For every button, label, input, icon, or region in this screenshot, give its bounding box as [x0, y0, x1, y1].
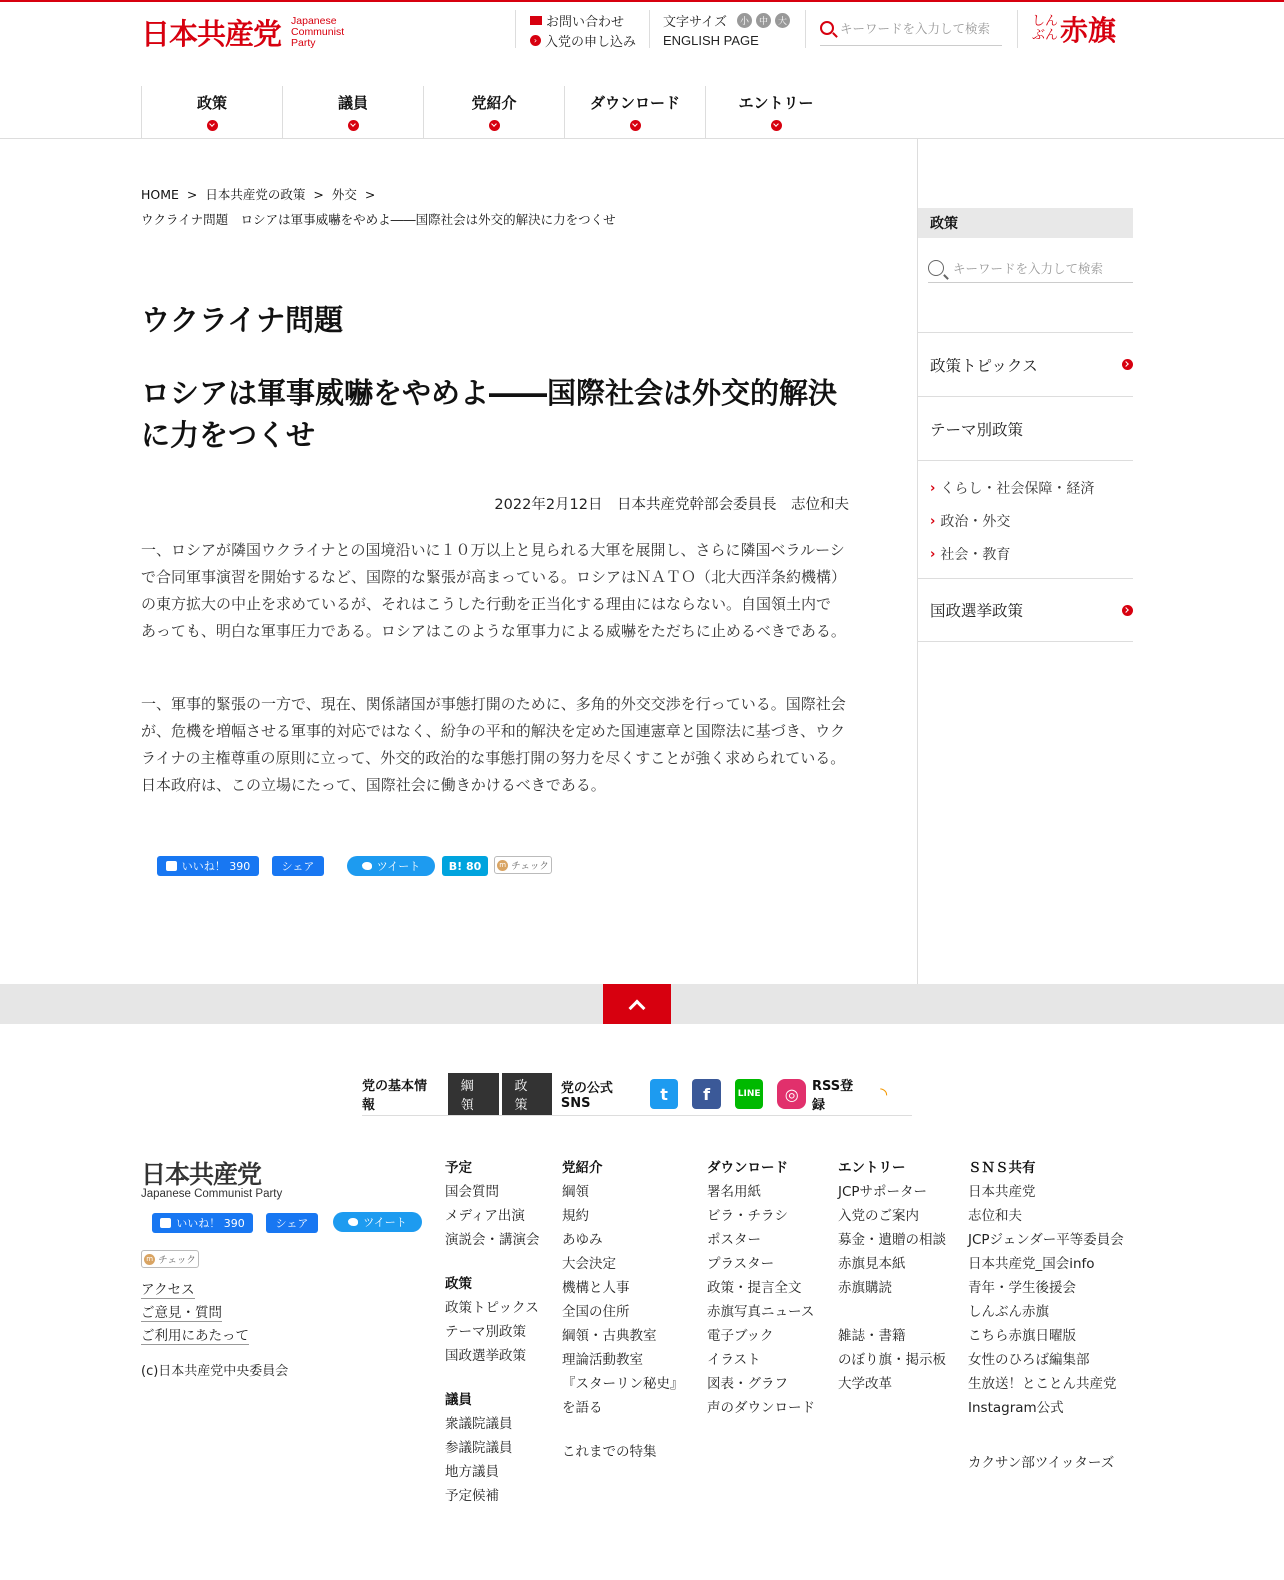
header-links: [515, 10, 636, 48]
footer-link[interactable]: これまでの特集: [562, 1444, 657, 1460]
footer-mixi-check-button[interactable]: m チェック: [141, 1250, 199, 1268]
footer-link[interactable]: ビラ・チラシ: [707, 1208, 788, 1224]
footer-link[interactable]: 演説会・講演会: [445, 1232, 540, 1248]
footer-link[interactable]: 規約: [562, 1208, 589, 1224]
chevron-right-icon: ›: [530, 35, 541, 46]
footer-link[interactable]: JCPジェンダー平等委員会: [968, 1232, 1124, 1248]
footer-col-schedule: 予定 国会質問 メディア出演 演説会・講演会 政策 政策トピックス テーマ別政策 国政選挙政策 議員 衆議院議員 参議院議員 地方議員 予定候補: [445, 1156, 540, 1508]
footer-link[interactable]: ポスター: [707, 1232, 761, 1248]
breadcrumb-current: ウクライナ問題 ロシアは軍事威嚇をやめよ――国際社会は外交的解決に力をつくせ: [141, 212, 616, 227]
footer-tweet-button[interactable]: ツイート: [333, 1212, 422, 1232]
footer-link[interactable]: 署名用紙: [707, 1184, 761, 1200]
mixi-icon: m: [497, 860, 508, 871]
footer-link[interactable]: 日本共産党_国会info: [968, 1256, 1095, 1272]
chevron-down-icon: [489, 120, 500, 131]
sidebar-sub-item-society[interactable]: › 社会・教育: [930, 546, 1011, 563]
sidebar-sub-item-life[interactable]: › くらし・社会保障・経済: [930, 480, 1095, 497]
sidebar-sub-divider: [918, 460, 1133, 461]
english-page-link[interactable]: ENGLISH PAGE: [663, 32, 759, 48]
chevron-right-icon: ›: [930, 480, 936, 496]
font-small-button[interactable]: 小: [737, 13, 752, 28]
nav-item-about[interactable]: 党紹介: [423, 86, 564, 138]
facebook-like-button[interactable]: いいね！ 390: [157, 856, 259, 876]
footer-link[interactable]: 国政選挙政策: [445, 1348, 526, 1364]
twitter-bird-icon: [348, 1218, 358, 1226]
chevron-right-icon: ›: [930, 513, 936, 529]
footer-link[interactable]: メディア出演: [445, 1208, 525, 1224]
facebook-share-button[interactable]: シェア: [272, 856, 324, 876]
footer-link[interactable]: 綱領: [562, 1184, 589, 1200]
chevron-down-icon: [771, 120, 782, 131]
font-size-control: [649, 10, 790, 48]
rss-label[interactable]: RSS登録: [811, 1079, 854, 1113]
font-large-button[interactable]: 大: [775, 13, 790, 28]
footer-link[interactable]: カクサン部ツイッターズ: [968, 1455, 1115, 1471]
footer-link[interactable]: 政策トピックス: [445, 1300, 539, 1316]
footer-share-button[interactable]: シェア: [266, 1213, 318, 1233]
footer-utility-links: [141, 1279, 249, 1348]
article-headline: ロシアは軍事威嚇をやめよ――国際社会は外交的解決に力をつくせ: [141, 376, 838, 452]
hatena-bookmark-button[interactable]: B! 80: [442, 856, 488, 876]
breadcrumb-home[interactable]: HOME: [141, 187, 179, 202]
footer-link[interactable]: 雑誌・書籍: [838, 1328, 906, 1344]
footer-link[interactable]: 『スターリン秘史』: [562, 1376, 684, 1392]
top-accent-line: [0, 0, 1284, 2]
footer-col-sns: ＳＮＳ共有 日本共産党 志位和夫 JCPジェンダー平等委員会 日本共産党_国会info 青年・学生後援会 しんぶん赤旗 こちら赤旗日曜版 女性のひろば編集部 生放送！とことん共産党 Instagram公式 カクサン部ツイッターズ: [968, 1156, 1124, 1475]
back-to-top-button[interactable]: [603, 984, 671, 1024]
sidebar-divider: [917, 138, 918, 984]
mixi-check-button[interactable]: m チェック: [494, 856, 552, 874]
sns-label: 党の公式SNS: [560, 1081, 613, 1111]
footer-link[interactable]: イラスト: [707, 1352, 761, 1368]
footer-link[interactable]: 女性のひろば編集部: [968, 1352, 1090, 1368]
footer-link[interactable]: 大学改革: [838, 1376, 892, 1392]
breadcrumb: HOME > 日本共産党の政策 > 外交 > ウクライナ問題 ロシアは軍事威嚇をやめよ――国際社会は外交的解決に力をつくせ: [141, 182, 616, 232]
footer-link[interactable]: のぼり旗・掲示板: [838, 1352, 946, 1368]
footer-logo-english: Japanese Communist Party: [141, 1188, 283, 1200]
footer-link[interactable]: プラスター: [707, 1256, 775, 1272]
chevron-down-icon: [207, 120, 218, 131]
akahata-logo[interactable]: [1017, 10, 1116, 48]
sidebar-search: [928, 254, 1133, 283]
footer-link[interactable]: あゆみ: [562, 1232, 603, 1248]
footer-link[interactable]: 日本共産党: [968, 1184, 1036, 1200]
breadcrumb-diplomacy[interactable]: 外交: [331, 187, 357, 202]
footer-link[interactable]: 青年・学生後援会: [968, 1280, 1076, 1296]
opinion-link[interactable]: ご意見・質問: [141, 1305, 222, 1321]
join-link[interactable]: › 入党の申し込み: [530, 30, 636, 50]
access-link[interactable]: アクセス: [141, 1282, 195, 1298]
footer-link[interactable]: 図表・グラフ: [707, 1376, 788, 1392]
twitter-bird-icon: [362, 862, 372, 870]
footer-link[interactable]: 衆議院議員: [445, 1416, 513, 1432]
footer-link[interactable]: 国会質問: [445, 1184, 499, 1200]
terms-link[interactable]: ご利用にあたって: [141, 1328, 249, 1344]
footer-col-entry: エントリー JCPサポーター 入党のご案内 募金・遺贈の相談 赤旗見本紙 赤旗購読 雑誌・書籍 のぼり旗・掲示板 大学改革: [838, 1156, 946, 1396]
copyright: (c)日本共産党中央委員会: [141, 1364, 289, 1379]
chevron-right-icon: ›: [930, 546, 936, 562]
thumbs-up-icon: [166, 861, 177, 871]
footer-link[interactable]: 声のダウンロード: [707, 1400, 815, 1416]
footer-link[interactable]: 参議院議員: [445, 1440, 513, 1456]
footer-link[interactable]: 募金・遺贈の相談: [838, 1232, 946, 1248]
basic-info-label: 党の基本情報: [362, 1079, 428, 1113]
footer-link[interactable]: 政策・提言全文: [707, 1280, 802, 1296]
article-byline: 2022年2月12日 日本共産党幹部会委員長 志位和夫: [494, 497, 849, 513]
footer-link[interactable]: 予定候補: [445, 1488, 499, 1504]
footer-link[interactable]: 赤旗購読: [838, 1280, 892, 1296]
footer-link[interactable]: テーマ別政策: [445, 1324, 526, 1340]
footer-link[interactable]: 理論活動教室: [562, 1352, 643, 1368]
footer-info-bar: [362, 1073, 912, 1116]
footer-link[interactable]: Instagram公式: [968, 1400, 1064, 1416]
footer-link[interactable]: 赤旗見本紙: [838, 1256, 906, 1272]
header-search: [805, 10, 1002, 48]
footer-link[interactable]: 入党のご案内: [838, 1208, 919, 1224]
thumbs-up-icon: [160, 1218, 171, 1228]
sidebar-heading: 政策: [918, 208, 1133, 238]
footer-logo[interactable]: 日本共産党: [141, 1160, 262, 1189]
akahata-big-text: 赤旗: [1060, 14, 1117, 47]
footer-link[interactable]: 機構と人事: [562, 1280, 630, 1296]
mixi-icon: m: [144, 1254, 155, 1265]
font-medium-button[interactable]: 中: [756, 13, 771, 28]
search-icon[interactable]: [820, 21, 834, 35]
nav-item-members[interactable]: 議員: [282, 86, 423, 138]
footer-link[interactable]: 綱領・古典教室: [562, 1328, 657, 1344]
sidebar-sub-item-politics[interactable]: › 政治・外交: [930, 513, 1011, 530]
mail-icon: [530, 16, 542, 25]
policy-tag[interactable]: 政策: [502, 1073, 553, 1115]
breadcrumb-policy[interactable]: 日本共産党の政策: [205, 187, 306, 202]
logo-japanese: 日本共産党: [141, 17, 282, 51]
line-icon[interactable]: LINE: [735, 1079, 764, 1109]
footer-col-download: ダウンロード 署名用紙 ビラ・チラシ ポスター プラスター 政策・提言全文 赤旗写真ニュース 電子ブック イラスト 図表・グラフ 声のダウンロード: [707, 1156, 815, 1420]
footer-link[interactable]: JCPサポーター: [838, 1184, 928, 1200]
akahata-small-text: しんぶん: [1032, 14, 1059, 43]
main-nav: [141, 86, 846, 138]
site-logo[interactable]: [141, 12, 344, 53]
sidebar-search-input[interactable]: キーワードを入力して検索: [953, 261, 1104, 276]
nav-divider: [0, 138, 1284, 139]
footer-link[interactable]: 生放送！とことん共産党: [968, 1376, 1117, 1392]
article-topic: ウクライナ問題: [141, 303, 344, 337]
footer-link[interactable]: 赤旗写真ニュース: [707, 1304, 815, 1320]
sidebar-bottom-line: [918, 641, 1133, 642]
search-icon[interactable]: [928, 260, 944, 276]
footer-link[interactable]: 電子ブック: [707, 1328, 774, 1344]
article-paragraph-1: 一、ロシアが隣国ウクライナとの国境沿いに１０万以上と見られる大軍を展開し、さらに隣国ベラルーシで合同軍事演習を開始するなど、国際的な緊張が高まっている。ロシアはＮＡＴＯ（北大西洋条約機構）の東方拡大の中止を求めているが、それはこうした行動を正当化する理由にはならない。自国領土内であっても、明白な軍事圧力である。ロシアはこのような軍事力による威嚇をただちに止めるべきである。: [141, 541, 847, 640]
footer-link[interactable]: 全国の住所: [562, 1304, 630, 1320]
footer-col-about: 党紹介 綱領 規約 あゆみ 大会決定 機構と人事 全国の住所 綱領・古典教室 理論活動教室 『スターリン秘史』 を語る これまでの特集: [562, 1156, 684, 1464]
chevron-up-icon: [629, 1000, 646, 1017]
article-paragraph-2: 一、軍事的緊張の一方で、現在、関係諸国が事態打開のために、多角的外交交渉を行っている。国際社会が、危機を増幅させる軍事的対応ではなく、紛争の平和的解決を定めた国連憲章と国際法に基づき、ウクライナの主権尊重の原則に立って、外交的政治的な事態打開の努力を尽くすことが強く求められている。日本政府は、この立場にたって、国際社会に働きかけるべきである。: [141, 695, 846, 794]
header-search-input[interactable]: キーワードを入力して検索: [840, 20, 991, 36]
contact-link[interactable]: お問い合わせ: [530, 10, 636, 30]
logo-english: Japanese Communist Party: [291, 15, 345, 49]
sidebar-item-theme[interactable]: テーマ別政策: [918, 396, 1133, 460]
chevron-right-icon: [1122, 605, 1133, 616]
footer-link[interactable]: 地方議員: [445, 1464, 499, 1480]
footer-link[interactable]: を語る: [562, 1400, 603, 1416]
footer-link[interactable]: こちら赤旗日曜版: [968, 1328, 1076, 1344]
nav-item-entry[interactable]: エントリー: [705, 86, 846, 138]
footer-link[interactable]: しんぶん赤旗: [968, 1304, 1049, 1320]
chevron-down-icon: [630, 120, 641, 131]
nav-item-download[interactable]: ダウンロード: [564, 86, 705, 138]
instagram-icon[interactable]: ◎: [777, 1079, 806, 1109]
chevron-right-icon: [1122, 359, 1133, 370]
tweet-button[interactable]: ツイート: [347, 856, 435, 876]
font-size-label: 文字サイズ: [663, 14, 727, 30]
nav-item-policy[interactable]: 政策: [141, 86, 282, 138]
platform-tag[interactable]: 綱領: [448, 1073, 499, 1115]
twitter-icon[interactable]: t: [650, 1079, 679, 1109]
rss-icon[interactable]: ◝: [869, 1079, 898, 1109]
sidebar-item-topics[interactable]: 政策トピックス: [918, 332, 1133, 396]
footer-link[interactable]: 大会決定: [562, 1256, 616, 1272]
facebook-icon[interactable]: f: [692, 1079, 721, 1109]
footer-link[interactable]: 志位和夫: [968, 1208, 1022, 1224]
chevron-down-icon: [348, 120, 359, 131]
footer-like-button[interactable]: いいね！ 390: [152, 1213, 253, 1233]
sidebar-item-election[interactable]: 国政選挙政策: [918, 578, 1133, 641]
